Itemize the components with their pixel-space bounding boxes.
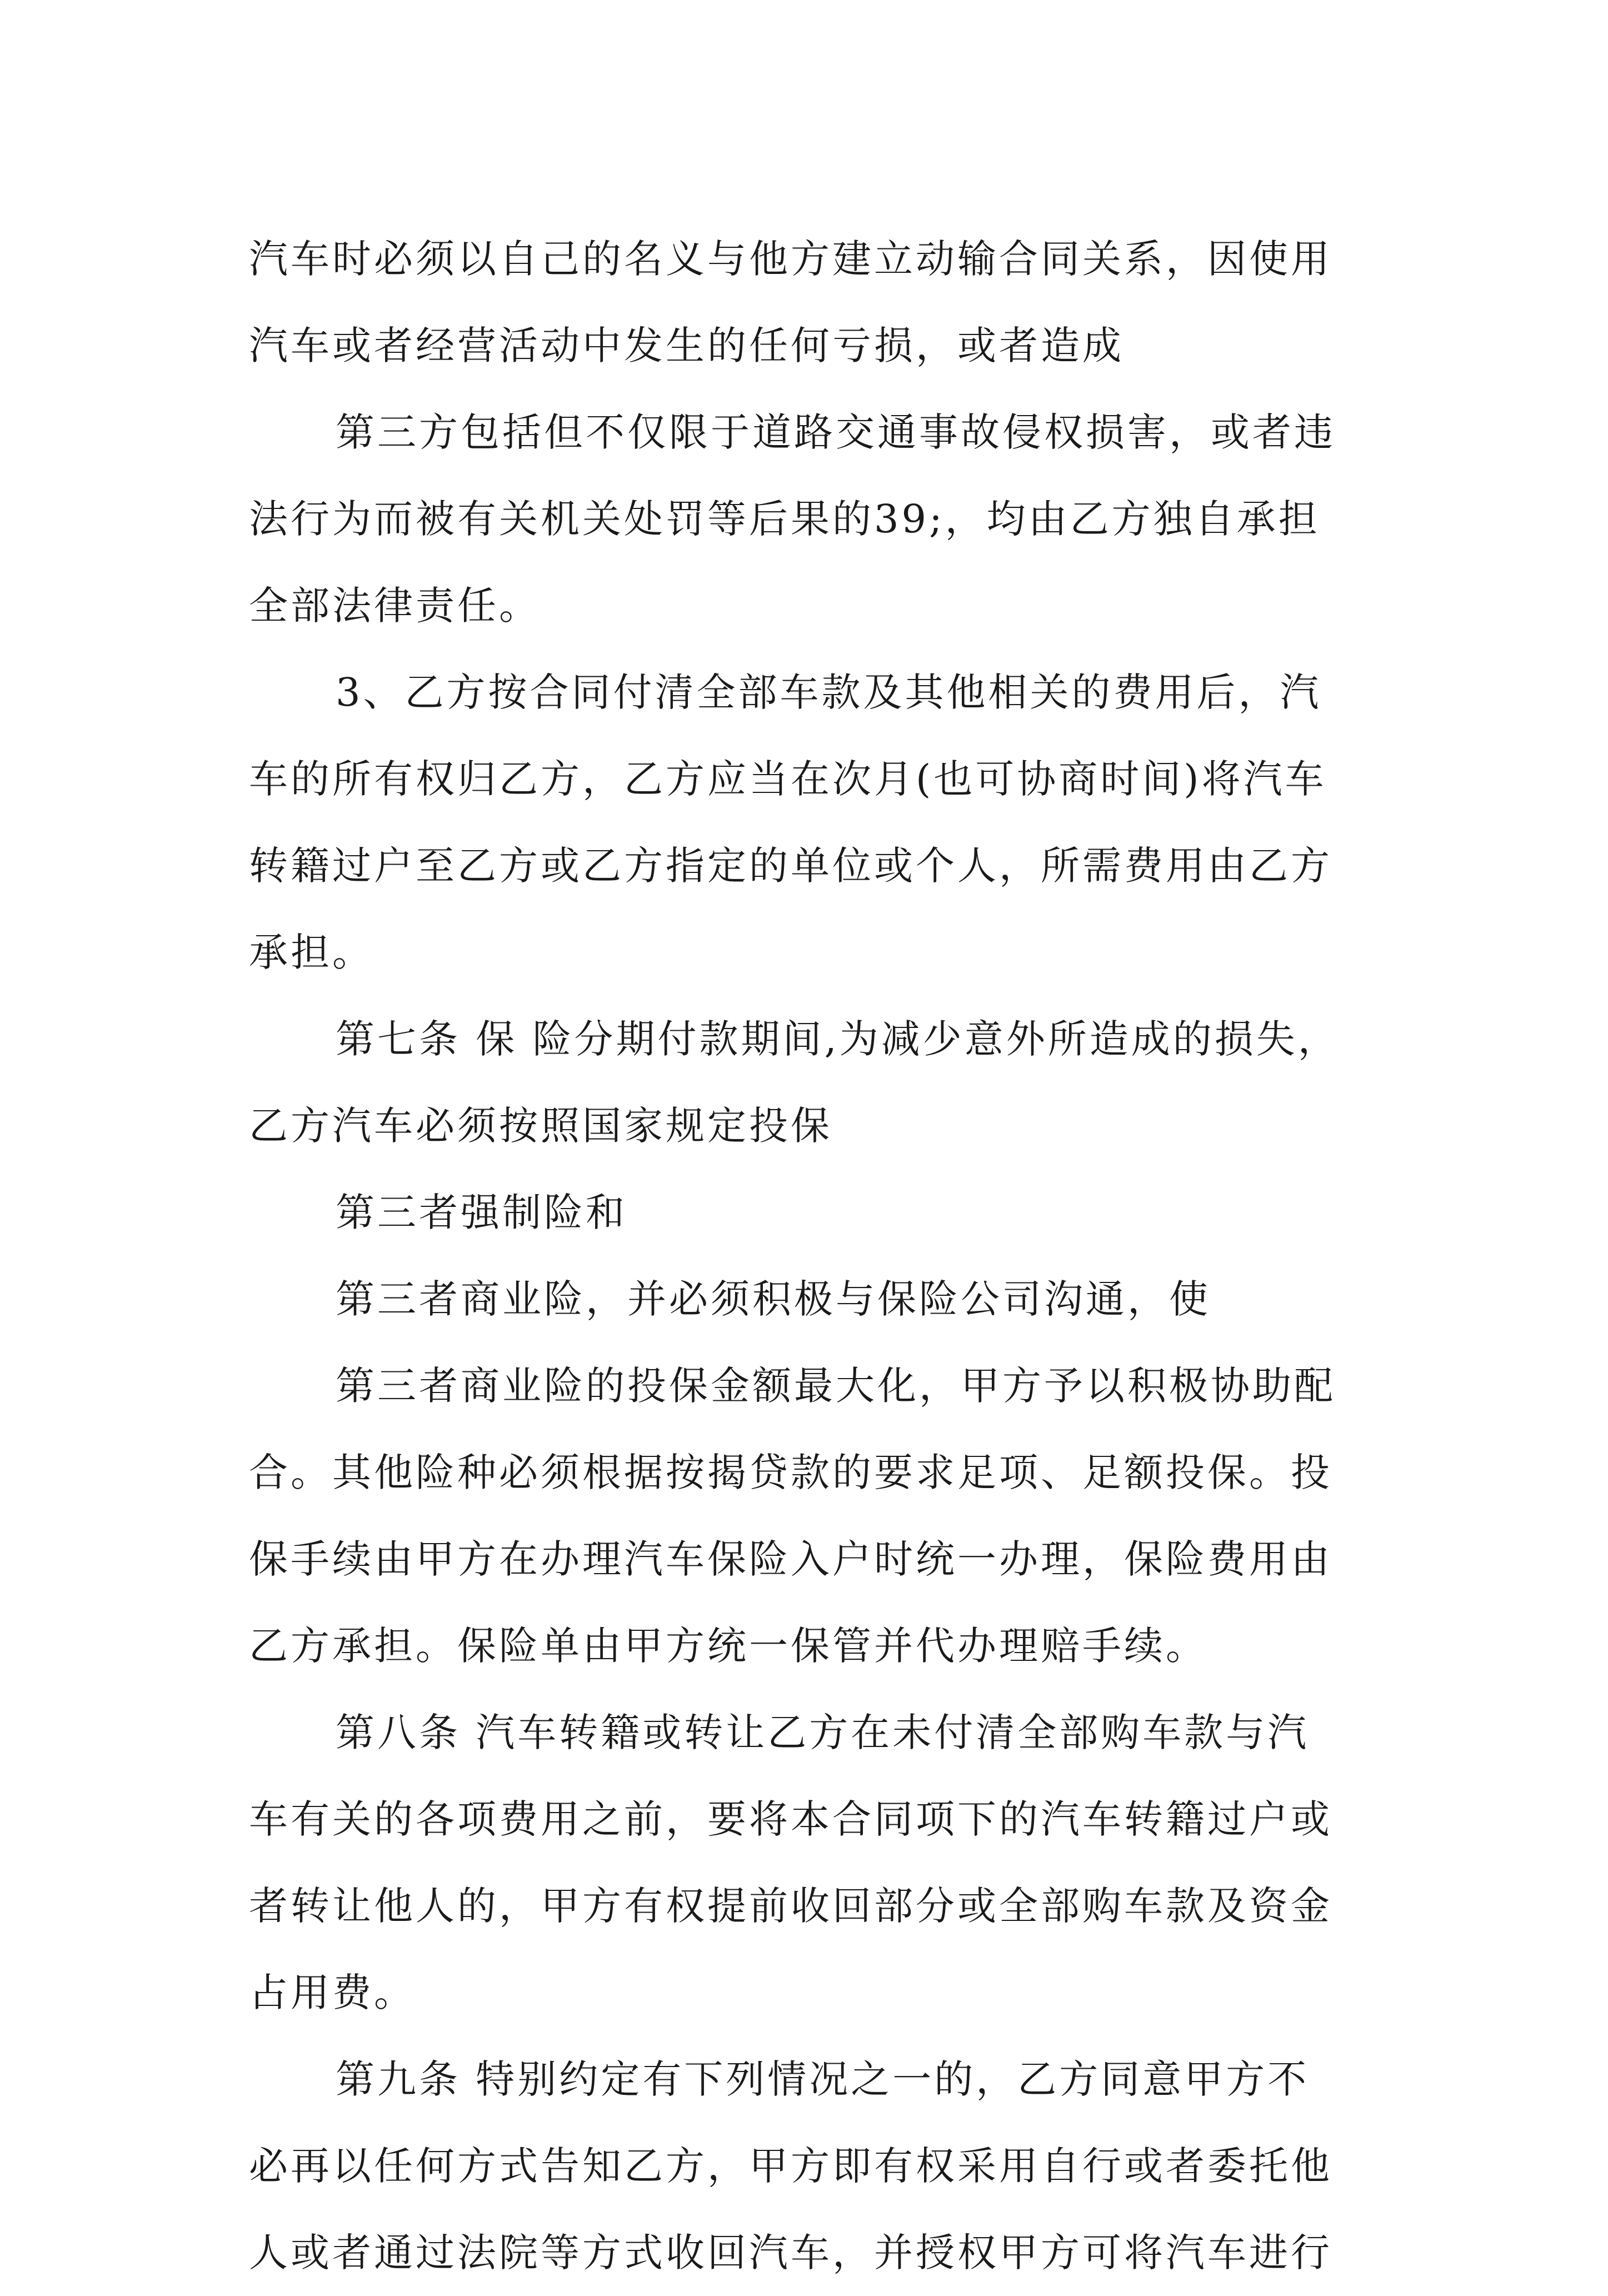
text-line: 占用费。 xyxy=(249,1970,416,2015)
text-line: 车的所有权归乙方，乙方应当在次月(也可协商时间)将汽车 xyxy=(249,756,1327,802)
text-line: 人或者通过法院等方式收回汽车，并授权甲方可将汽车进行 xyxy=(249,2230,1332,2275)
text-line: 承担。 xyxy=(249,930,374,975)
text-line: 3、乙方按合同付清全部车款及其他相关的费用后，汽 xyxy=(336,670,1322,715)
text-line: 合。其他险种必须根据按揭贷款的要求足项、足额投保。投 xyxy=(249,1450,1332,1495)
contract-text-block xyxy=(249,216,1366,2296)
text-line: 第九条 特别约定有下列情况之一的，乙方同意甲方不 xyxy=(336,2057,1310,2102)
text-line: 保手续由甲方在办理汽车保险入户时统一办理，保险费用由 xyxy=(249,1536,1332,1582)
text-line: 车有关的各项费用之前，要将本合同项下的汽车转籍过户或 xyxy=(249,1796,1332,1842)
text-line: 第三者强制险和 xyxy=(336,1190,627,1235)
text-line: 必再以任何方式告知乙方，甲方即有权采用自行或者委托他 xyxy=(249,2143,1332,2189)
text-line: 乙方汽车必须按照国家规定投保 xyxy=(249,1103,832,1149)
text-line: 转籍过户至乙方或乙方指定的单位或个人，所需费用由乙方 xyxy=(249,843,1332,889)
text-line: 第七条 保 险分期付款期间,为减少意外所造成的损失， xyxy=(336,1016,1340,1062)
text-line: 第八条 汽车转籍或转让乙方在未付清全部购车款与汽 xyxy=(336,1710,1310,1755)
text-line: 者转让他人的，甲方有权提前收回部分或全部购车款及资金 xyxy=(249,1883,1332,1929)
text-line: 第三者商业险的投保金额最大化，甲方予以积极协助配 xyxy=(336,1363,1336,1409)
text-line: 第三方包括但不仅限于道路交通事故侵权损害，或者违 xyxy=(336,410,1336,455)
text-line: 法行为而被有关机关处罚等后果的39;，均由乙方独自承担 xyxy=(249,496,1320,542)
text-line: 汽车时必须以自己的名义与他方建立动输合同关系，因使用 xyxy=(249,236,1332,282)
text-line: 第三者商业险，并必须积极与保险公司沟通，使 xyxy=(336,1276,1211,1322)
text-line: 全部法律责任。 xyxy=(249,583,541,628)
text-line: 汽车或者经营活动中发生的任何亏损，或者造成 xyxy=(249,323,1124,368)
text-line: 乙方承担。保险单由甲方统一保管并代办理赔手续。 xyxy=(249,1623,1207,1669)
